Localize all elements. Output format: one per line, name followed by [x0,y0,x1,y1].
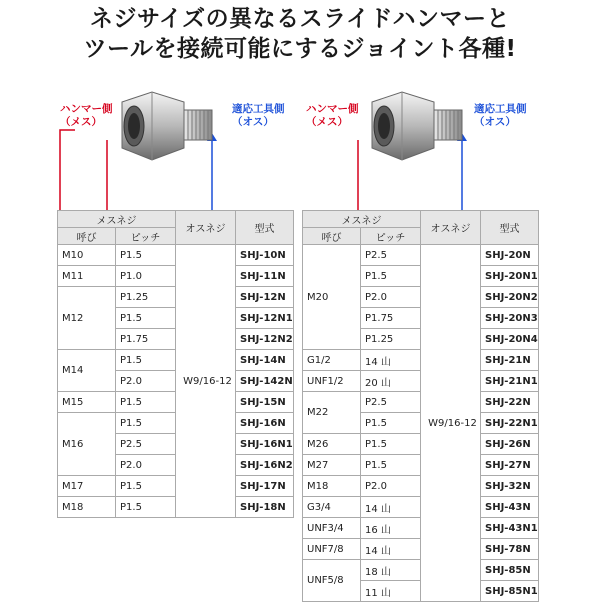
model-number: SHJ-142N [236,371,294,392]
thread-pitch: 14 山 [361,497,421,518]
table-row [58,245,294,266]
thread-designation: M18 [303,476,361,497]
model-number: SHJ-14N [236,350,294,371]
model-number: SHJ-85N [481,560,539,581]
model-number: SHJ-10N [236,245,294,266]
thread-pitch: P1.5 [361,434,421,455]
thread-pitch: P1.5 [361,413,421,434]
thread-pitch: 18 山 [361,560,421,581]
model-number: SHJ-11N [236,266,294,287]
model-number: SHJ-21N1 [481,371,539,392]
thread-pitch: 20 山 [361,371,421,392]
model-number: SHJ-20N2 [481,287,539,308]
thread-pitch: P2.0 [361,476,421,497]
thread-pitch: P2.5 [116,434,176,455]
tool-side-label-left: 適応工具側 （オス） [232,103,285,128]
header-male-thread: オスネジ [176,211,236,245]
thread-designation: M16 [58,413,116,476]
spec-table-left [57,210,294,518]
thread-pitch: P1.25 [361,329,421,350]
model-number: SHJ-20N4 [481,329,539,350]
thread-designation: UNF7/8 [303,539,361,560]
thread-pitch: P2.5 [361,245,421,266]
model-number: SHJ-85N1 [481,581,539,602]
table-row [303,245,539,266]
thread-pitch: P1.5 [116,497,176,518]
spec-table-right [302,210,539,602]
thread-designation: G3/4 [303,497,361,518]
model-number: SHJ-27N [481,455,539,476]
model-number: SHJ-16N [236,413,294,434]
thread-designation: M20 [303,245,361,350]
thread-pitch: P2.0 [361,287,421,308]
headline-line-2: ツールを接続可能にするジョイント各種! [83,36,517,62]
joint-fitting-left [112,88,222,168]
model-number: SHJ-15N [236,392,294,413]
model-number: SHJ-43N [481,497,539,518]
model-number: SHJ-32N [481,476,539,497]
thread-designation: M12 [58,287,116,350]
header-female-thread: メスネジ [58,211,176,228]
header-female-thread: メスネジ [303,211,421,228]
thread-pitch: P1.25 [116,287,176,308]
thread-designation: M14 [58,350,116,392]
model-number: SHJ-16N1 [236,434,294,455]
thread-pitch: P1.5 [361,266,421,287]
thread-pitch: 14 山 [361,350,421,371]
header-pitch: ピッチ [116,228,176,245]
thread-pitch: P1.5 [116,476,176,497]
thread-designation: M17 [58,476,116,497]
male-thread-value: W9/16-12 [421,245,481,602]
model-number: SHJ-12N2 [236,329,294,350]
thread-designation: UNF5/8 [303,560,361,602]
thread-pitch: P1.5 [116,308,176,329]
thread-designation: M11 [58,266,116,287]
thread-pitch: 16 山 [361,518,421,539]
header-designation: 呼び [303,228,361,245]
thread-pitch: P2.0 [116,371,176,392]
thread-designation: M22 [303,392,361,434]
thread-designation: M10 [58,245,116,266]
model-number: SHJ-20N1 [481,266,539,287]
thread-designation: M26 [303,434,361,455]
header-designation: 呼び [58,228,116,245]
thread-designation: G1/2 [303,350,361,371]
thread-pitch: P1.5 [116,245,176,266]
model-number: SHJ-20N3 [481,308,539,329]
hammer-side-label-right: ハンマー側 （メス） [306,103,359,128]
model-number: SHJ-12N1 [236,308,294,329]
thread-designation: M15 [58,392,116,413]
joint-fitting-right [362,88,472,168]
model-number: SHJ-21N [481,350,539,371]
thread-pitch: P1.75 [361,308,421,329]
thread-designation: M18 [58,497,116,518]
thread-pitch: P1.75 [116,329,176,350]
male-thread-value: W9/16-12 [176,245,236,518]
thread-pitch: P1.5 [116,392,176,413]
header-pitch: ピッチ [361,228,421,245]
model-number: SHJ-22N1 [481,413,539,434]
thread-pitch: P1.0 [116,266,176,287]
header-model: 型式 [481,211,539,245]
header-male-thread: オスネジ [421,211,481,245]
thread-pitch: P1.5 [116,413,176,434]
model-number: SHJ-20N [481,245,539,266]
thread-pitch: P1.5 [361,455,421,476]
model-number: SHJ-22N [481,392,539,413]
model-number: SHJ-12N [236,287,294,308]
tool-side-label-right: 適応工具側 （オス） [474,103,527,128]
model-number: SHJ-16N2 [236,455,294,476]
model-number: SHJ-18N [236,497,294,518]
hammer-side-label-left: ハンマー側 （メス） [60,103,113,128]
model-number: SHJ-43N1 [481,518,539,539]
thread-designation: UNF3/4 [303,518,361,539]
thread-designation: UNF1/2 [303,371,361,392]
thread-pitch: P2.5 [361,392,421,413]
model-number: SHJ-26N [481,434,539,455]
thread-designation: M27 [303,455,361,476]
thread-pitch: P2.0 [116,455,176,476]
header-model: 型式 [236,211,294,245]
model-number: SHJ-78N [481,539,539,560]
headline-line-1: ネジサイズの異なるスライドハンマーと [89,6,510,32]
thread-pitch: 14 山 [361,539,421,560]
model-number: SHJ-17N [236,476,294,497]
thread-pitch: 11 山 [361,581,421,602]
thread-pitch: P1.5 [116,350,176,371]
